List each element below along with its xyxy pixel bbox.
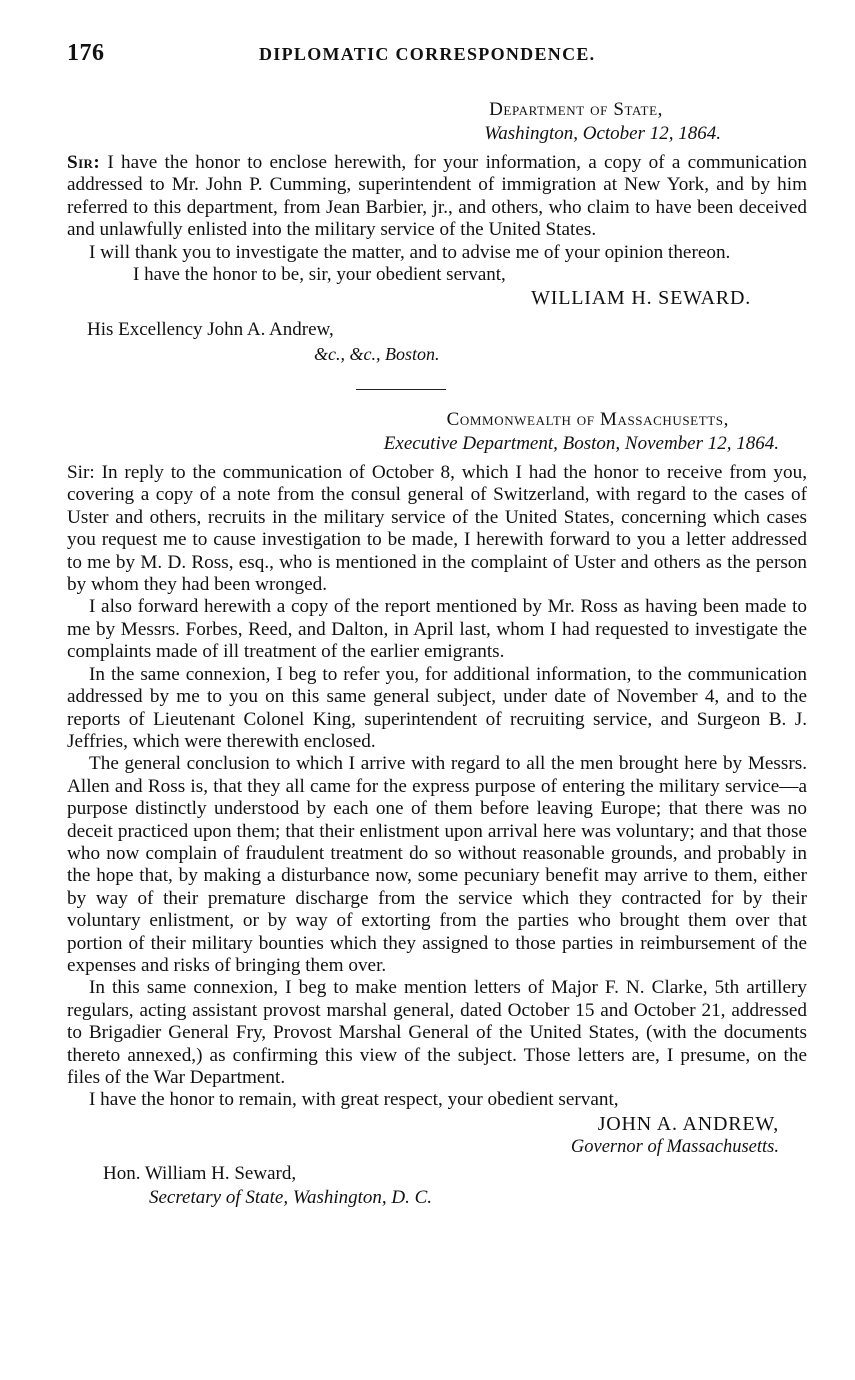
letter2-addressee <box>67 1162 807 1210</box>
letter-andrew <box>67 408 807 1210</box>
letter1-salutation: Sir: <box>67 152 101 173</box>
letter1-paragraph-1-text: I have the honor to enclose herewith, for your information, a copy of a communication addressed to Mr. John P. Cumming, superintendent of immigration at New York, and by him referred to this department, from Jean Barbier, jr., and others, who claim to have been deceived and unlawfully enlisted into the military service of the United States. <box>67 152 807 241</box>
letter2-place-date: Executive Department, Boston, November 12, 1864. <box>383 433 779 455</box>
letter2-heading <box>67 408 779 456</box>
page-number: 176 <box>67 40 105 66</box>
letter1-closing: I have the honor to be, sir, your obedient servant, <box>133 264 506 286</box>
running-head <box>67 40 807 74</box>
letter2-body <box>67 462 807 1112</box>
letter2-paragraph-4: The general conclusion to which I arrive with regard to all the men brought here by Messrs. Allen and Ross is, that they all came for the express purpose of entering the military service—a purpose distinctly understood by each one of them before leaving Europe; that there was no deceit practiced upon them; that their enlistment upon arrival here was voluntary; and that those who now complain of fraudulent treatment do so without reasonable grounds, and probably in the hope that, by making a disturbance now, some pecuniary benefit may arrive to them, either by way of their premature discharge from the service which they contracted for by their voluntary enlistment, or by way of extorting from the parties who brought them over that portion of their military bounties which they assigned to those parties in reimbursement of the expenses and risks of bringing them over. <box>67 753 807 976</box>
letter2-paragraph-5: In this same connexion, I beg to make mention letters of Major F. N. Clarke, 5th artillery regulars, acting assistant provost marshal general, dated October 15 and October 21, addressed to Brigadier General Fry, Provost Marshal General of the United States, (with the documents thereto annexed,) as confirming this view of the subject. Those letters are, I presume, on the files of the War Department. <box>67 977 807 1088</box>
letter2-paragraph-1-text: In reply to the communication of October 8, which I had the honor to receive from you, covering a copy of a note from the consul general of Switzerland, with regard to the cases of Uster and others, recruits in the military service of the United States, concerning which cases you request me to cause investigation to be made, I herewith forward to you a letter addressed to me by M. D. Ross, esq., who is mentioned in the complaint of Uster and others as the person by whom they had been wronged. <box>67 462 807 596</box>
letter1-sender-dept: Department of State, <box>489 99 663 120</box>
letter2-signature: JOHN A. ANDREW, <box>597 1112 779 1135</box>
letter1-addressee-place: &c., &c., Boston. <box>314 344 440 365</box>
letter1-body <box>67 152 807 264</box>
document-page <box>67 40 807 1210</box>
letter2-addressee-name: Hon. William H. Seward, <box>103 1162 297 1184</box>
letter2-paragraph-6: I have the honor to remain, with great respect, your obedient servant, <box>89 1089 619 1111</box>
running-title: DIPLOMATIC CORRESPONDENCE. <box>259 44 596 64</box>
letter2-addressee-title: Secretary of State, Washington, D. C. <box>149 1186 433 1208</box>
letter2-paragraph-2: I also forward herewith a copy of the report mentioned by Mr. Ross as having been made to me by Messrs. Forbes, Reed, and Dalton, in April last, whom I had requested to investigate the complaints made of ill treatment of the earlier emigrants. <box>67 596 807 663</box>
letter1-signature: WILLIAM H. SEWARD. <box>531 287 751 310</box>
letter2-salutation: Sir: <box>67 462 95 484</box>
letter1-paragraph-1 <box>67 152 807 242</box>
letter1-place-date: Washington, October 12, 1864. <box>484 123 721 144</box>
letter2-sender-dept: Commonwealth of Massachusetts, <box>446 409 729 431</box>
letter2-paragraph-1 <box>67 462 807 596</box>
section-divider <box>356 389 446 390</box>
letter-seward <box>67 98 807 366</box>
letter1-addressee <box>67 318 807 366</box>
letter1-addressee-name: His Excellency John A. Andrew, <box>87 319 334 341</box>
letter1-paragraph-2: I will thank you to investigate the matter, and to advise me of your opinion thereon. <box>89 241 731 263</box>
letter1-heading <box>67 98 721 146</box>
letter2-paragraph-3: In the same connexion, I beg to refer you, for additional information, to the communication addressed by me to you on this same general subject, under date of November 4, and to the reports of Lieutenant Colonel King, superintendent of recruiting service, and Surgeon B. J. Jeffries, which were therewith enclosed. <box>67 663 807 752</box>
letter2-signature-title: Governor of Massachusetts. <box>570 1136 779 1157</box>
